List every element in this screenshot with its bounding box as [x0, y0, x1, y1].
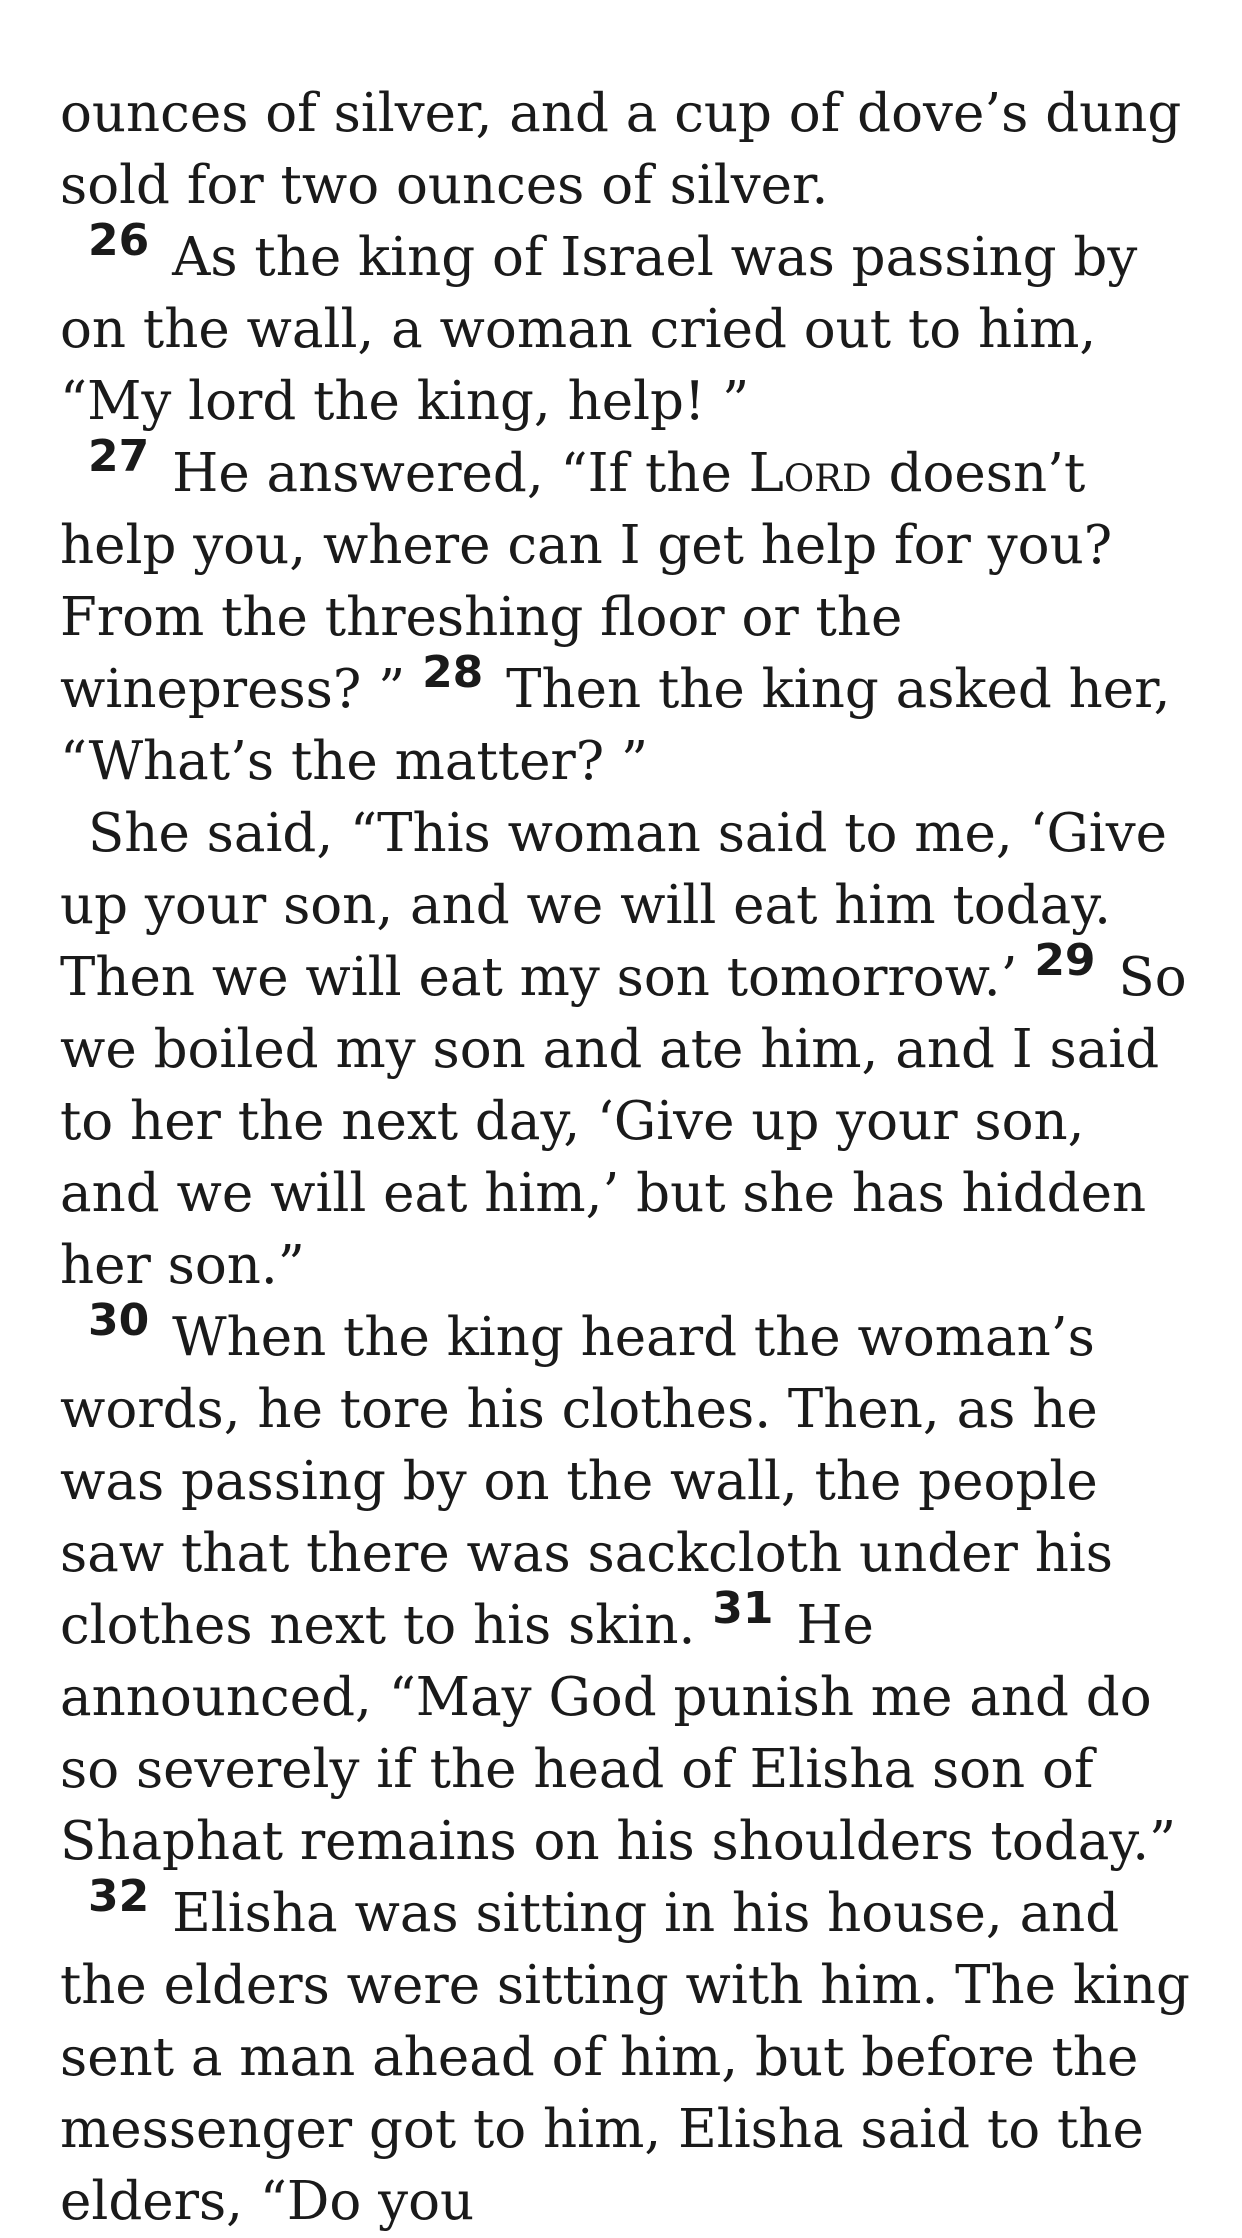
verse-number-30: 30 — [88, 1295, 150, 1346]
paragraph-v32 — [60, 1871, 1200, 2238]
verse-text-26: As the king of Israel was passing by on the wall, a woman cried out to him, “My lord the king, help! ” — [60, 227, 1138, 432]
verse-number-26: 26 — [88, 215, 150, 266]
paragraph-intro — [60, 78, 1200, 222]
verse-number-27: 27 — [88, 431, 150, 482]
divine-name-lord: Lord — [748, 443, 872, 504]
verse-text-25-end: ounces of silver, and a cup of dove’s dung sold for two ounces of silver. — [60, 83, 1182, 216]
verse-number-29: 29 — [1034, 935, 1096, 986]
verse-text-31: He announced, “May God punish me and do so severely if the head of Elisha son of Shaphat remains on his shoulders today.” — [60, 1595, 1177, 1872]
verse-number-32: 32 — [88, 1871, 150, 1922]
paragraph-v30 — [60, 1295, 1200, 1878]
verse-text-32: Elisha was sitting in his house, and the elders were sitting with him. The king sent a man ahead of him, but before the messenger got to him, Elisha said to the elders, “Do you — [60, 1883, 1190, 2232]
verse-text-27-start: He answered, “If the — [172, 443, 749, 504]
paragraph-v28b — [60, 798, 1200, 1302]
paragraph-v26 — [60, 215, 1200, 438]
verse-text-28b: She said, “This woman said to me, ‘Give up your son, and we will eat him today. Then we will eat my son tomorrow.’ — [60, 803, 1168, 1008]
paragraph-v27 — [60, 431, 1200, 798]
verse-number-28: 28 — [422, 647, 484, 698]
verse-text-28: Then the king asked her, “What’s the matter? ” — [60, 659, 1171, 792]
verse-number-31: 31 — [712, 1583, 774, 1634]
reading-page — [60, 78, 1200, 2238]
verse-text-30: When the king heard the woman’s words, he tore his clothes. Then, as he was passing by on the wall, the people saw that there was sackcloth under his clothes next to his skin. — [60, 1307, 1113, 1656]
verse-text-27-end: doesn’t help you, where can I get help for you? From the threshing floor or the winepress? ” — [60, 443, 1113, 720]
verse-text-29: So we boiled my son and ate him, and I said to her the next day, ‘Give up your son, and we will eat him,’ but she has hidden her son.” — [60, 947, 1187, 1296]
